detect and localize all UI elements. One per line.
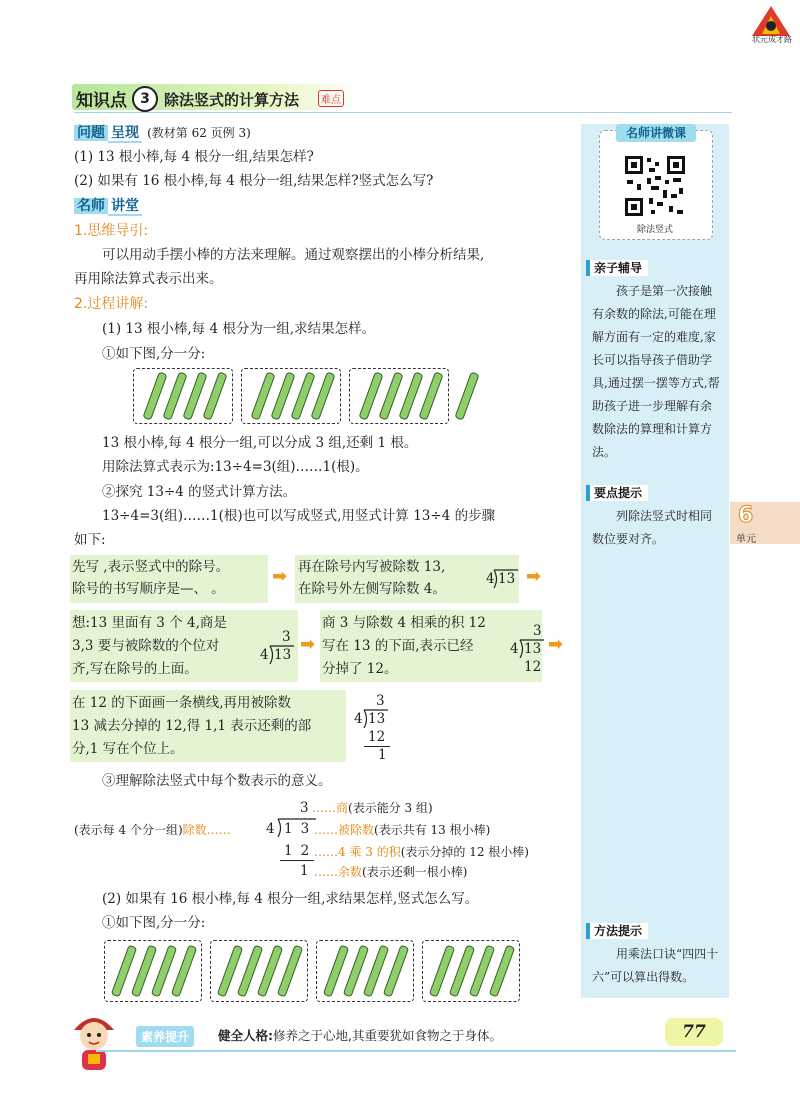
part-2-step-1: ①如下图,分一分:	[102, 915, 206, 931]
method-tag: 方法提示	[586, 923, 648, 939]
micro-lesson-title: 名师讲微课	[616, 124, 696, 142]
dots-5: ……	[314, 865, 338, 879]
question-2: (2) 如果有 16 根小棒,每 4 根分一组,结果怎样?竖式怎么写?	[74, 173, 434, 189]
method-heading	[586, 920, 648, 939]
remainder-note: (表示还剩一根小棒)	[362, 865, 468, 879]
quotient-c: 3	[282, 629, 291, 645]
teacher-tag-2: 讲堂	[108, 198, 142, 216]
footer-body: 修养之于心地,其重要犹如食物之于身体。	[273, 1028, 502, 1043]
step-d-line-3: 分掉了 12。	[322, 661, 398, 677]
remainder-e: 1	[378, 747, 387, 763]
part-1-text: (1) 13 根小棒,每 4 根分为一组,求结果怎样。	[102, 321, 376, 337]
meaning-heading: ③理解除法竖式中每个数表示的意义。	[102, 773, 332, 789]
dividend-d: 13	[524, 641, 542, 657]
problem-source: (教材第 62 页例 3)	[147, 126, 251, 140]
mascot-icon	[64, 1010, 124, 1076]
footer-divider	[96, 1050, 736, 1052]
quotient-e: 3	[376, 693, 385, 709]
step-b-line-2: 在除号外左侧写除数 4。	[298, 581, 446, 597]
dividend-c: 13	[274, 647, 292, 663]
step-e-line-1: 在 12 的下面画一条横线,再用被除数	[72, 695, 292, 711]
divisor-c: 4	[260, 647, 269, 663]
product-name: 4 乘 3 的积	[338, 845, 401, 859]
parent-guide-tag: 亲子辅导	[586, 260, 648, 276]
divisor-e: 4	[354, 711, 363, 727]
dots-2: ……	[206, 823, 231, 837]
quotient-name: 商	[336, 801, 349, 815]
product-note: (表示分掉的 12 根小棒)	[400, 845, 529, 859]
meaning-remainder: 1	[300, 863, 309, 879]
key-point-tag: 要点提示	[586, 485, 648, 501]
parent-guide-text: 孩子是第一次接触有余数的除法,可能在理解方面有一定的难度,家长可以指导孩子借助学具,通过摆一摆等方式,帮助孩子进一步理解有余数除法的算理和计算方法。	[592, 284, 720, 459]
intro-line-1: 13÷4=3(组)……1(根)也可以写成竖式,用竖式计算 13÷4 的步骤	[102, 508, 496, 524]
qr-code-icon[interactable]	[623, 154, 687, 218]
subtraction-line-main	[280, 860, 314, 861]
section-1-line-2: 再用除法算式表示出来。	[74, 271, 223, 287]
knowledge-label: 知识点	[76, 91, 127, 111]
step-b-line-1: 再在除号内写被除数 13,	[298, 559, 446, 575]
meaning-quotient: 3	[300, 800, 309, 816]
divisor-b: 4	[486, 571, 495, 587]
meaning-divisor: 4	[266, 821, 275, 837]
result-line-2: 用除法算式表示为:13÷4=3(组)……1(根)。	[102, 459, 369, 475]
step-d-line-1: 商 3 与除数 4 相乘的积 12	[322, 615, 486, 631]
step-1-text: ①如下图,分一分:	[102, 346, 206, 362]
sticks-row-1	[133, 368, 493, 424]
unit-label: 单元	[736, 534, 756, 545]
step-e-line-3: 分,1 写在个位上。	[72, 741, 184, 757]
meaning-remainder-label	[314, 861, 467, 883]
meaning-product: 12	[284, 843, 318, 859]
footer-label: 健全人格:	[218, 1028, 273, 1043]
product-e: 12	[368, 729, 386, 745]
part-2-text: (2) 如果有 16 根小棒,每 4 根分一组,求结果怎样,竖式怎么写。	[102, 891, 479, 907]
dividend-b: 13	[498, 571, 516, 587]
dots-4: ……	[314, 845, 338, 859]
step-c-line-1: 想:13 里面有 3 个 4,商是	[72, 615, 227, 631]
arrow-icon: ➡	[300, 634, 316, 655]
step-a-line-2: 除号的书写顺序是—、 。	[72, 581, 225, 597]
step-a-line-1: 先写 ,表示竖式中的除号。	[72, 559, 230, 575]
step-c-line-3: 齐,写在除号的上面。	[72, 661, 198, 677]
remainder-name: 余数	[338, 865, 363, 879]
qr-caption: 除法竖式	[636, 225, 673, 235]
page-number: 77	[665, 1018, 723, 1046]
dots-3: ……	[314, 823, 338, 837]
dividend-name: 被除数	[338, 823, 375, 837]
divisor-note: (表示每 4 个分一组)	[74, 823, 183, 837]
method-text: 用乘法口诀“四四十六”可以算出得数。	[592, 947, 719, 984]
meaning-divisor-label	[74, 819, 231, 841]
quotient-d: 3	[533, 623, 542, 639]
footer-quote	[218, 1026, 502, 1044]
step-d-line-2: 写在 13 的下面,表示已经	[322, 638, 474, 654]
parent-guide-heading	[586, 257, 648, 276]
dots-1: ……	[312, 801, 336, 815]
knowledge-number: 3	[132, 86, 158, 112]
header-divider	[74, 112, 732, 113]
problem-tag-2: 呈现	[108, 125, 142, 143]
step-e-line-2: 13 减去分掉的 12,得 1,1 表示还剩的部	[72, 718, 312, 734]
problem-heading	[74, 122, 251, 144]
dividend-e: 13	[368, 711, 386, 727]
section-1-heading: 1.思维导引:	[74, 223, 149, 239]
teacher-tag: 名师	[74, 198, 108, 214]
step-c-line-2: 3,3 要与被除数的个位对	[72, 638, 220, 654]
meaning-product-label	[314, 841, 529, 863]
key-point-text: 列除法竖式时相同数位要对齐。	[592, 509, 713, 546]
quotient-note: (表示能分 3 组)	[348, 801, 433, 815]
meaning-dividend: 13	[284, 821, 318, 837]
key-point-heading	[586, 482, 648, 501]
step-2-text: ②探究 13÷4 的竖式计算方法。	[102, 484, 297, 500]
question-1: (1) 13 根小棒,每 4 根分一组,结果怎样?	[74, 149, 314, 165]
meaning-quotient-label	[312, 797, 433, 819]
arrow-icon: ➡	[548, 634, 564, 655]
teacher-heading	[74, 195, 142, 215]
footer-tag: 素养提升	[136, 1026, 194, 1047]
arrow-icon: ➡	[526, 566, 542, 587]
sticks-row-2	[104, 940, 524, 1002]
intro-line-2: 如下:	[74, 532, 106, 548]
section-2-heading: 2.过程讲解:	[74, 296, 149, 312]
dividend-note: (表示共有 13 根小棒)	[374, 823, 491, 837]
knowledge-title: 除法竖式的计算方法	[164, 91, 300, 109]
arrow-icon: ➡	[272, 566, 288, 587]
result-line-1: 13 根小棒,每 4 根分一组,可以分成 3 组,还剩 1 根。	[102, 435, 418, 451]
divisor-name: 除数	[182, 823, 207, 837]
product-d: 12	[524, 659, 542, 675]
difficulty-badge: 难点	[318, 90, 344, 107]
problem-tag: 问题	[74, 125, 108, 141]
section-1-line-1: 可以用动手摆小棒的方法来理解。通过观察摆出的小棒分析结果,	[102, 247, 485, 263]
divisor-d: 4	[510, 641, 519, 657]
logo-text: 状元成才路	[752, 35, 792, 44]
meaning-dividend-label	[314, 819, 490, 841]
unit-number: 6	[738, 503, 754, 528]
sidebar	[581, 124, 729, 998]
